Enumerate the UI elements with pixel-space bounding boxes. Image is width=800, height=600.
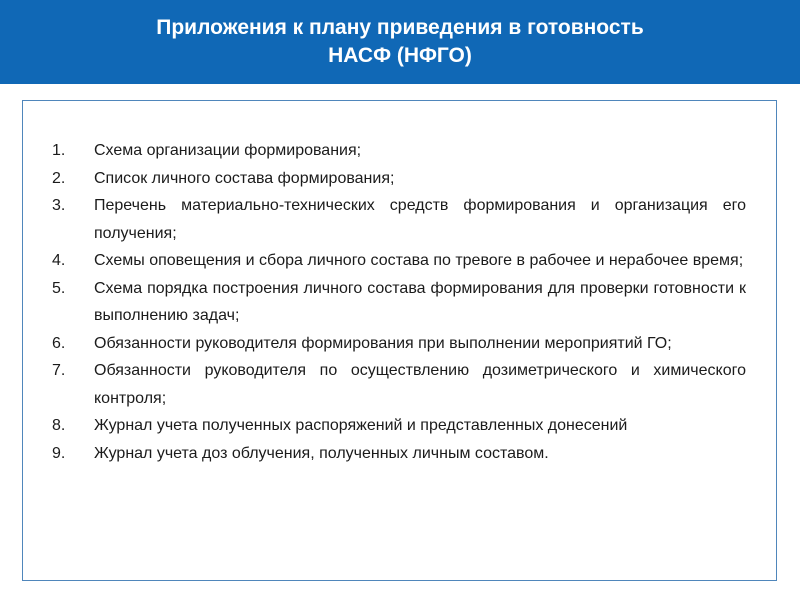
- list-item-text: Схема организации формирования;: [94, 142, 362, 159]
- list-item-text: Журнал учета доз облучения, полученных личным составом.: [94, 444, 549, 462]
- list-item: [52, 330, 746, 358]
- list-item-text: Обязанности руководителя по осуществлению дозиметрического и химического контроля;: [94, 362, 746, 407]
- list-item-text: Схемы оповещения и сбора личного состава по тревоге в рабочее и нерабочее время;: [94, 252, 744, 269]
- list-item-number: 5.: [52, 279, 66, 297]
- list-item: [52, 192, 746, 247]
- list-item-text: Список личного состава формирования;: [94, 169, 395, 187]
- appendix-list: [52, 137, 746, 467]
- list-item: [52, 357, 746, 412]
- list-item: [52, 440, 746, 468]
- list-item-number: 4.: [52, 252, 66, 269]
- list-item-text: Обязанности руководителя формирования при выполнении мероприятий ГО;: [94, 334, 672, 352]
- list-item-number: 7.: [52, 362, 66, 379]
- title-line-2: НАСФ (НФГО): [328, 44, 472, 67]
- list-item-number: 8.: [52, 417, 66, 434]
- list-item-number: 2.: [52, 169, 66, 187]
- list-item-text: Схема порядка построения личного состава формирования для проверки готовности к выполнению задач;: [94, 279, 746, 324]
- list-item-text: Журнал учета полученных распоряжений и представленных донесений: [94, 417, 628, 434]
- list-item: [52, 137, 746, 165]
- list-item: [52, 247, 746, 275]
- list-item-number: 1.: [52, 142, 66, 159]
- title-line-1: Приложения к плану приведения в готовность: [156, 16, 644, 39]
- list-item-number: 3.: [52, 197, 66, 214]
- list-item: [52, 412, 746, 440]
- list-item-number: 6.: [52, 334, 66, 352]
- title-banner: [0, 0, 800, 84]
- list-item: [52, 275, 746, 330]
- list-item-number: 9.: [52, 444, 66, 462]
- list-item-text: Перечень материально-технических средств формирования и организация его получения;: [94, 197, 746, 242]
- list-item: [52, 165, 746, 193]
